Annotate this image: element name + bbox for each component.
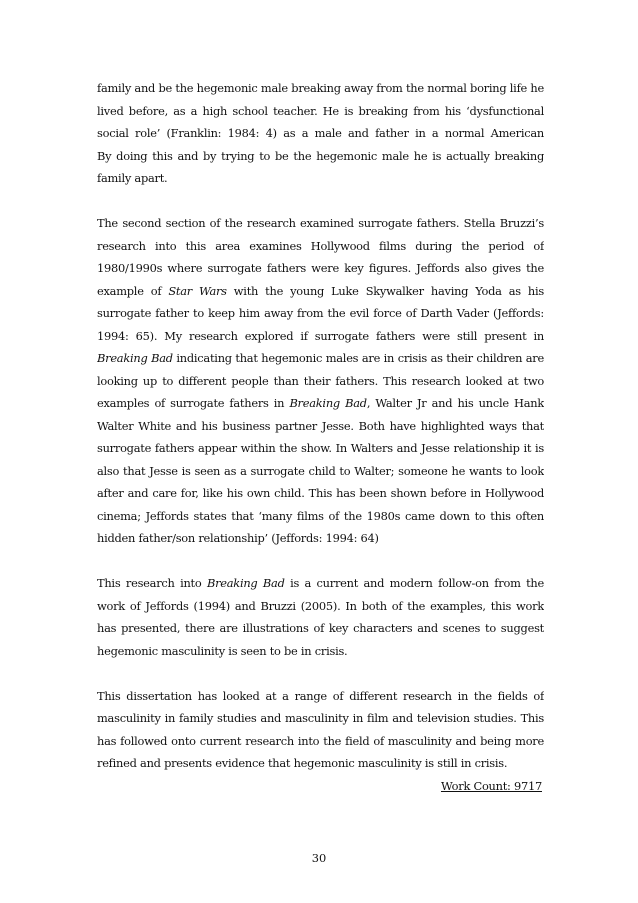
italic-title: Breaking Bad xyxy=(289,396,367,410)
page-number: 30 xyxy=(311,851,327,865)
paragraph xyxy=(97,685,544,775)
text-run: looking up to different people than their fathers. This research looked at two xyxy=(97,373,544,388)
text-run: cinema; Jeffords states that ‘many films of the 1980s came down to this often xyxy=(97,508,544,523)
paragraph xyxy=(97,212,544,550)
text-line xyxy=(97,437,544,460)
text-line xyxy=(97,707,544,730)
text-run: hidden father/son relationship’ (Jeffords: 1994: 64) xyxy=(97,531,379,545)
text-run: masculinity in family studies and masculinity in film and television studies. This xyxy=(97,711,544,725)
text-line xyxy=(97,572,544,595)
text-run: family and be the hegemonic male breaking away from the normal boring life he xyxy=(97,81,544,95)
text-line xyxy=(97,730,544,753)
text-run: examples of surrogate fathers in xyxy=(97,396,290,410)
text-run: 1994: 65). My research explored if surrogate fathers were still present in xyxy=(97,328,544,343)
text-line xyxy=(97,527,544,550)
text-line xyxy=(97,77,544,100)
text-line xyxy=(97,325,544,348)
text-line xyxy=(97,302,544,325)
text-run: family apart. xyxy=(97,171,168,185)
text-line xyxy=(97,482,544,505)
text-run: This dissertation has looked at a range of different research in the fields of xyxy=(97,688,544,703)
text-line xyxy=(97,280,544,303)
text-run: By doing this and by trying to be the hegemonic male he is actually breaking xyxy=(97,148,544,163)
text-run: has followed onto current research into the field of masculinity and being more xyxy=(97,733,544,748)
word-count: Work Count: 9717 xyxy=(440,778,542,793)
paragraph xyxy=(97,77,544,190)
text-line xyxy=(97,415,544,438)
text-run: indicating that hegemonic males are in crisis as their children are xyxy=(172,351,544,365)
text-line xyxy=(97,212,544,235)
text-line xyxy=(97,752,544,775)
italic-title: Breaking Bad xyxy=(97,351,173,365)
text-run: This research into xyxy=(97,576,207,590)
text-run: is a current and modern follow-on from the xyxy=(284,576,544,590)
text-line xyxy=(97,685,544,708)
text-line xyxy=(97,595,544,618)
text-run: also that Jesse is seen as a surrogate child to Walter; someone he wants to look xyxy=(97,463,544,478)
text-line xyxy=(97,235,544,258)
text-run: surrogate fathers appear within the show. In Walters and Jesse relationship it is xyxy=(97,441,544,455)
text-run: hegemonic masculinity is seen to be in crisis. xyxy=(97,643,348,658)
text-run: refined and presents evidence that hegemonic masculinity is still in crisis. xyxy=(97,756,508,770)
body-text xyxy=(97,77,544,797)
text-run: example of xyxy=(97,283,169,298)
text-run: work of Jeffords (1994) and Bruzzi (2005). In both of the examples, this work xyxy=(97,598,544,613)
word-count-row xyxy=(97,775,544,798)
text-line xyxy=(97,392,544,415)
text-run: with the young Luke Skywalker having Yoda as his xyxy=(226,283,544,298)
text-run: after and care for, like his own child. This has been shown before in Hollywood xyxy=(97,486,544,500)
text-line xyxy=(97,167,544,190)
text-run: , Walter Jr and his uncle Hank xyxy=(366,396,544,410)
text-line xyxy=(97,370,544,393)
text-line xyxy=(97,347,544,370)
text-run: Walter White and his business partner Jesse. Both have highlighted ways that xyxy=(97,418,544,433)
text-run: has presented, there are illustrations of key characters and scenes to suggest xyxy=(97,621,544,635)
text-line xyxy=(97,145,544,168)
italic-title: Breaking Bad xyxy=(206,576,285,590)
text-run: lived before, as a high school teacher. He is breaking from his ‘dysfunctional xyxy=(97,103,544,118)
paragraph-gap xyxy=(97,550,544,573)
paragraph-gap xyxy=(97,662,544,685)
text-run: surrogate father to keep him away from the evil force of Darth Vader (Jeffords: xyxy=(97,306,544,320)
text-line xyxy=(97,505,544,528)
text-line xyxy=(97,640,544,663)
text-run: The second section of the research examined surrogate fathers. Stella Bruzzi’s xyxy=(97,216,544,230)
text-run: 1980/1990s where surrogate fathers were key figures. Jeffords also gives the xyxy=(97,261,544,275)
italic-title: Star Wars xyxy=(168,283,227,298)
text-line xyxy=(97,257,544,280)
paragraph-gap xyxy=(97,190,544,213)
text-line xyxy=(97,100,544,123)
text-line xyxy=(97,460,544,483)
text-line xyxy=(97,617,544,640)
paragraph xyxy=(97,572,544,662)
text-run: research into this area examines Hollywood films during the period of xyxy=(97,238,544,253)
text-run: social role’ (Franklin: 1984: 4) as a male and father in a normal American xyxy=(97,126,544,140)
text-line xyxy=(97,122,544,145)
